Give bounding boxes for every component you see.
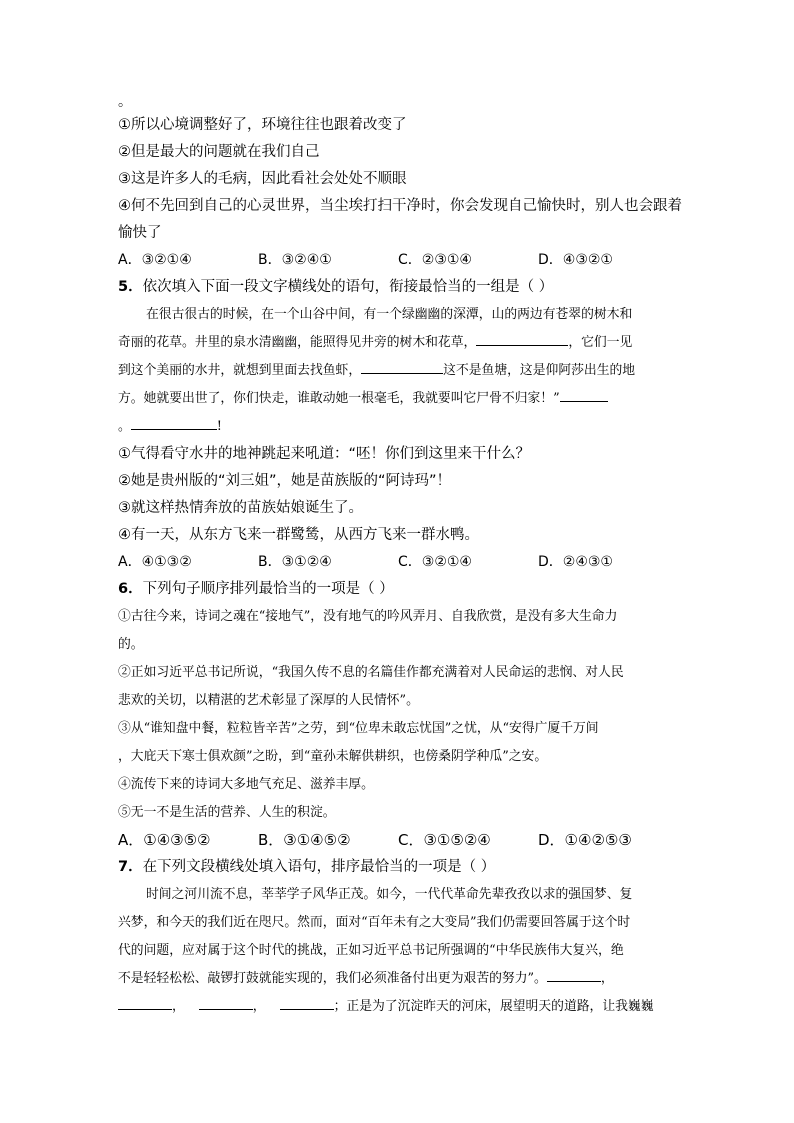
q4-item-1: ①所以心境调整好了，环境往往也跟着改变了 xyxy=(118,117,407,133)
answer-blank[interactable] xyxy=(118,997,172,1010)
q6-item-1-cont: 的。 xyxy=(118,637,144,652)
answer-blank[interactable] xyxy=(547,969,601,982)
q5-passage-line xyxy=(118,357,676,385)
q7-text: 不是轻轻松松、敲锣打鼓就能实现的，我们必须准备付出更为艰苦的努力”。 xyxy=(118,971,547,986)
q7-passage-line xyxy=(118,965,676,993)
q7-passage-line xyxy=(118,993,676,1021)
answer-blank[interactable] xyxy=(361,361,443,374)
answer-blank[interactable] xyxy=(560,389,608,402)
choice-b[interactable]: B．③②④① xyxy=(258,252,332,268)
q7-passage-line: 兴梦，和今天的我们近在咫尺。然而，面对“百年未有之大变局”我们仍需要回答属于这个时 xyxy=(118,915,631,930)
answer-blank[interactable] xyxy=(199,997,253,1010)
choice-b[interactable]: B．③①②④ xyxy=(258,554,332,570)
q6-item-1: ①古往今来，诗词之魂在“接地气”，没有地气的吟风弄月、自我欣赏，是没有多大生命力 xyxy=(118,609,618,624)
q7-title-text: 在下列文段横线处填入语句，排序最恰当的一项是（ ） xyxy=(142,859,496,875)
choice-c[interactable]: C．③②①④ xyxy=(398,554,472,570)
q5-passage-line xyxy=(118,385,676,413)
q7-passage-line: 代的问题，应对属于这个时代的挑战，正如习近平总书记所强调的“中华民族伟大复兴，绝 xyxy=(118,943,624,958)
q5-number: 5． xyxy=(118,279,143,295)
q5-text: ! xyxy=(216,419,222,434)
q4-item-4-cont: 愉快了 xyxy=(118,225,162,241)
q5-item-1: ①气得看守水井的地神跳起来吼道：“呸！你们到这里来干什么？ xyxy=(118,446,531,462)
q5-text: 到这个美丽的水井，就想到里面去找鱼虾， xyxy=(118,363,362,378)
q6-item-3: ③从“谁知盘中餐，粒粒皆辛苦”之劳，到“位卑未敢忘忧国”之忧，从“安得广厦千万间 xyxy=(118,721,599,736)
q6-items xyxy=(118,603,676,827)
q5-text: ，它们一见 xyxy=(568,335,633,350)
q7-passage xyxy=(118,881,676,1021)
choice-a[interactable]: A．①④③⑤② xyxy=(118,831,211,849)
document-page xyxy=(118,92,682,1021)
q7-text: ， xyxy=(600,971,614,986)
choice-d[interactable]: D．①④②⑤③ xyxy=(538,831,632,849)
q5-text: 方。她就要出世了，你们快走，谁敢动她一根毫毛，我就要叫它尸骨不归家！” xyxy=(118,391,560,406)
q7-text: ；正是为了沉淀昨天的河床，展望明天的道路，让我巍巍 xyxy=(333,999,654,1014)
q5-item-3: ③就这样热情奔放的苗族姑娘诞生了。 xyxy=(118,500,363,516)
choice-d[interactable]: D．②④③① xyxy=(538,554,613,570)
leading-period: 。 xyxy=(118,94,132,110)
q5-passage-line xyxy=(118,413,676,441)
q4-choices xyxy=(118,247,676,274)
answer-blank[interactable] xyxy=(280,997,334,1010)
q6-title-text: 下列句子顺序排列最恰当的一项是（ ） xyxy=(142,581,394,597)
q5-choices xyxy=(118,549,676,576)
q5-item-4: ④有一天，从东方飞来一群鹭鸶，从西方飞来一群水鸭。 xyxy=(118,527,479,543)
q4-item-2: ②但是最大的问题就在我们自己 xyxy=(118,144,320,160)
q5-text: 这不是鱼塘，这是仰阿莎出生的地 xyxy=(443,363,636,378)
q5-passage xyxy=(118,301,676,441)
q7-text: ， xyxy=(172,999,185,1014)
q5-text: 奇丽的花草。井里的泉水清幽幽，能照得见井旁的树木和花草， xyxy=(118,335,477,350)
choice-a[interactable]: A．④①③② xyxy=(118,554,192,570)
q7-text: ， xyxy=(252,999,266,1014)
q7-number: 7． xyxy=(118,859,143,875)
choice-b[interactable]: B．③①④⑤② xyxy=(258,831,351,849)
q5-passage-line xyxy=(118,329,676,357)
q6-item-2-cont: 悲欢的关切，以精湛的艺术彰显了深厚的人民情怀”。 xyxy=(118,693,419,708)
q6-item-5: ⑤无一不是生活的营养、人生的积淀。 xyxy=(118,805,336,820)
q6-item-2: ②正如习近平总书记所说，“我国久传不息的名篇佳作都充满着对人民命运的悲悯、对人民 xyxy=(118,665,624,680)
q6-title xyxy=(118,576,676,603)
q5-passage-line: 在很古很古的时候，在一个山谷中间，有一个绿幽幽的深潭，山的两边有苍翠的树木和 xyxy=(146,307,633,322)
choice-d[interactable]: D．④③②① xyxy=(538,252,613,268)
q6-item-4: ④流传下来的诗词大多地气充足、滋养丰厚。 xyxy=(118,777,374,792)
answer-blank[interactable] xyxy=(476,333,568,346)
answer-blank[interactable] xyxy=(131,417,217,430)
q5-title-text: 依次填入下面一段文字横线处的语句，衔接最恰当的一组是（ ） xyxy=(142,279,554,295)
q5-item-2: ②她是贵州版的“刘三姐”，她是苗族版的“阿诗玛”！ xyxy=(118,473,452,489)
choice-c[interactable]: C．③①⑤②④ xyxy=(398,831,491,849)
q6-number: 6． xyxy=(118,581,143,597)
q7-passage-line: 时间之河川流不息，莘莘学子风华正茂。如今，一代代革命先辈孜孜以求的强国梦、复 xyxy=(146,887,633,902)
choice-c[interactable]: C．②③①④ xyxy=(398,252,472,268)
choice-a[interactable]: A．③②①④ xyxy=(118,252,192,268)
q5-title xyxy=(118,274,676,301)
q6-choices xyxy=(118,827,676,854)
q6-item-3-cont: ，大庇天下寒士俱欢颜”之盼，到“童孙未解供耕织，也傍桑阴学种瓜”之安。 xyxy=(118,749,548,764)
q5-text: 。 xyxy=(118,419,131,434)
q4-item-4: ④何不先回到自己的心灵世界，当尘埃打扫干净时，你会发现自己愉快时，别人也会跟着 xyxy=(118,198,682,214)
q4-item-3: ③这是许多人的毛病，因此看社会处处不顺眼 xyxy=(118,171,407,187)
q7-title xyxy=(118,854,676,881)
